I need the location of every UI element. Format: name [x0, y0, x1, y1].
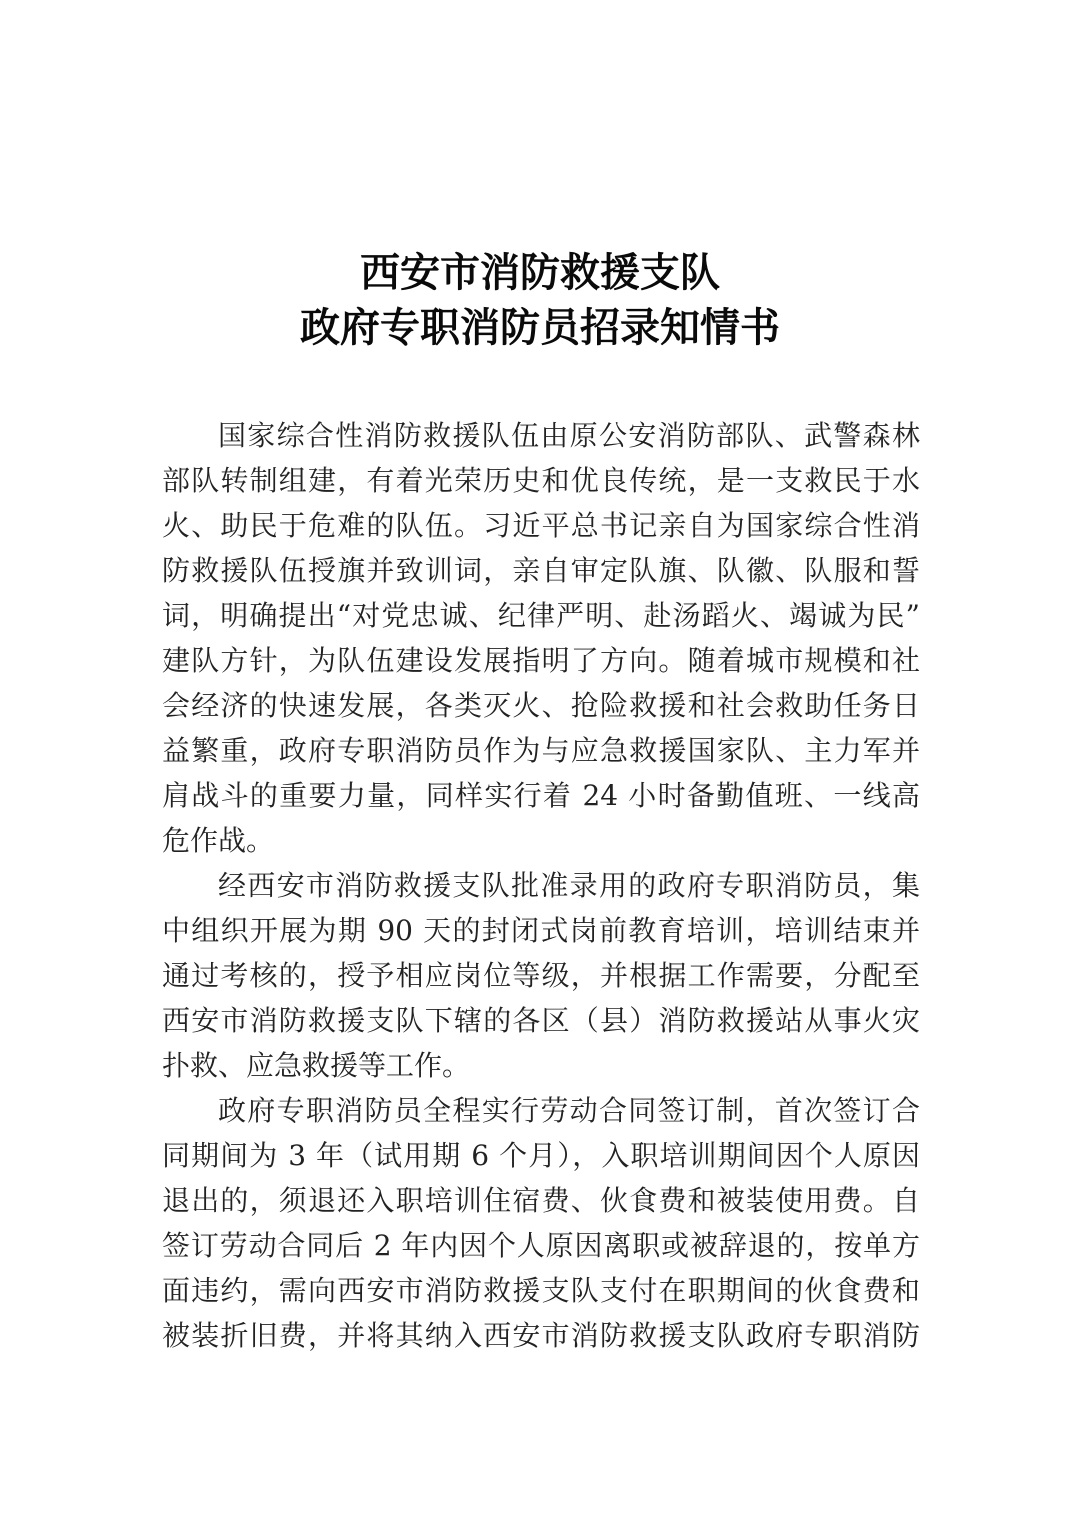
text-line: 退出的，须退还入职培训住宿费、伙食费和被装使用费。自: [162, 1184, 920, 1217]
text-line: 通过考核的，授予相应岗位等级，并根据工作需要，分配至: [162, 959, 920, 992]
document-body: [162, 413, 920, 1358]
document-title-line-2: 政府专职消防员招录知情书: [300, 304, 780, 351]
text-line: 危作战。: [162, 824, 275, 857]
text-line: 益繁重，政府专职消防员作为与应急救援国家队、主力军并: [162, 734, 920, 767]
document-title: [0, 0, 1080, 355]
text-line: 防救援队伍授旗并致训词，亲自审定队旗、队徽、队服和誓: [162, 554, 920, 587]
paragraph: [162, 1088, 920, 1358]
text-line: 中组织开展为期 90 天的封闭式岗前教育培训，培训结束并: [162, 914, 920, 947]
text-line: 词，明确提出“对党忠诚、纪律严明、赴汤蹈火、竭诚为民”: [162, 599, 920, 632]
text-line: 扑救、应急救援等工作。: [162, 1049, 471, 1082]
text-line: 会经济的快速发展，各类灭火、抢险救援和社会救助任务日: [162, 689, 920, 722]
text-line: 经西安市消防救援支队批准录用的政府专职消防员，集: [218, 869, 920, 902]
text-line: 火、助民于危难的队伍。习近平总书记亲自为国家综合性消: [162, 509, 920, 542]
text-line: 建队方针，为队伍建设发展指明了方向。随着城市规模和社: [162, 644, 920, 677]
text-line: 面违约，需向西安市消防救援支队支付在职期间的伙食费和: [162, 1274, 920, 1307]
text-line: 西安市消防救援支队下辖的各区（县）消防救援站从事火灾: [162, 1004, 920, 1037]
text-line: 肩战斗的重要力量，同样实行着 24 小时备勤值班、一线高: [162, 779, 920, 812]
paragraph: [162, 413, 920, 863]
text-line: 被装折旧费，并将其纳入西安市消防救援支队政府专职消防: [162, 1319, 920, 1352]
text-line: 政府专职消防员全程实行劳动合同签订制，首次签订合: [218, 1094, 920, 1127]
paragraph: [162, 863, 920, 1088]
text-line: 签订劳动合同后 2 年内因个人原因离职或被辞退的，按单方: [162, 1229, 920, 1262]
text-line: 国家综合性消防救援队伍由原公安消防部队、武警森林: [218, 419, 920, 452]
text-line: 部队转制组建，有着光荣历史和优良传统，是一支救民于水: [162, 464, 920, 497]
document-title-line-1: 西安市消防救援支队: [360, 249, 720, 296]
text-line: 同期间为 3 年（试用期 6 个月），入职培训期间因个人原因: [162, 1139, 920, 1172]
